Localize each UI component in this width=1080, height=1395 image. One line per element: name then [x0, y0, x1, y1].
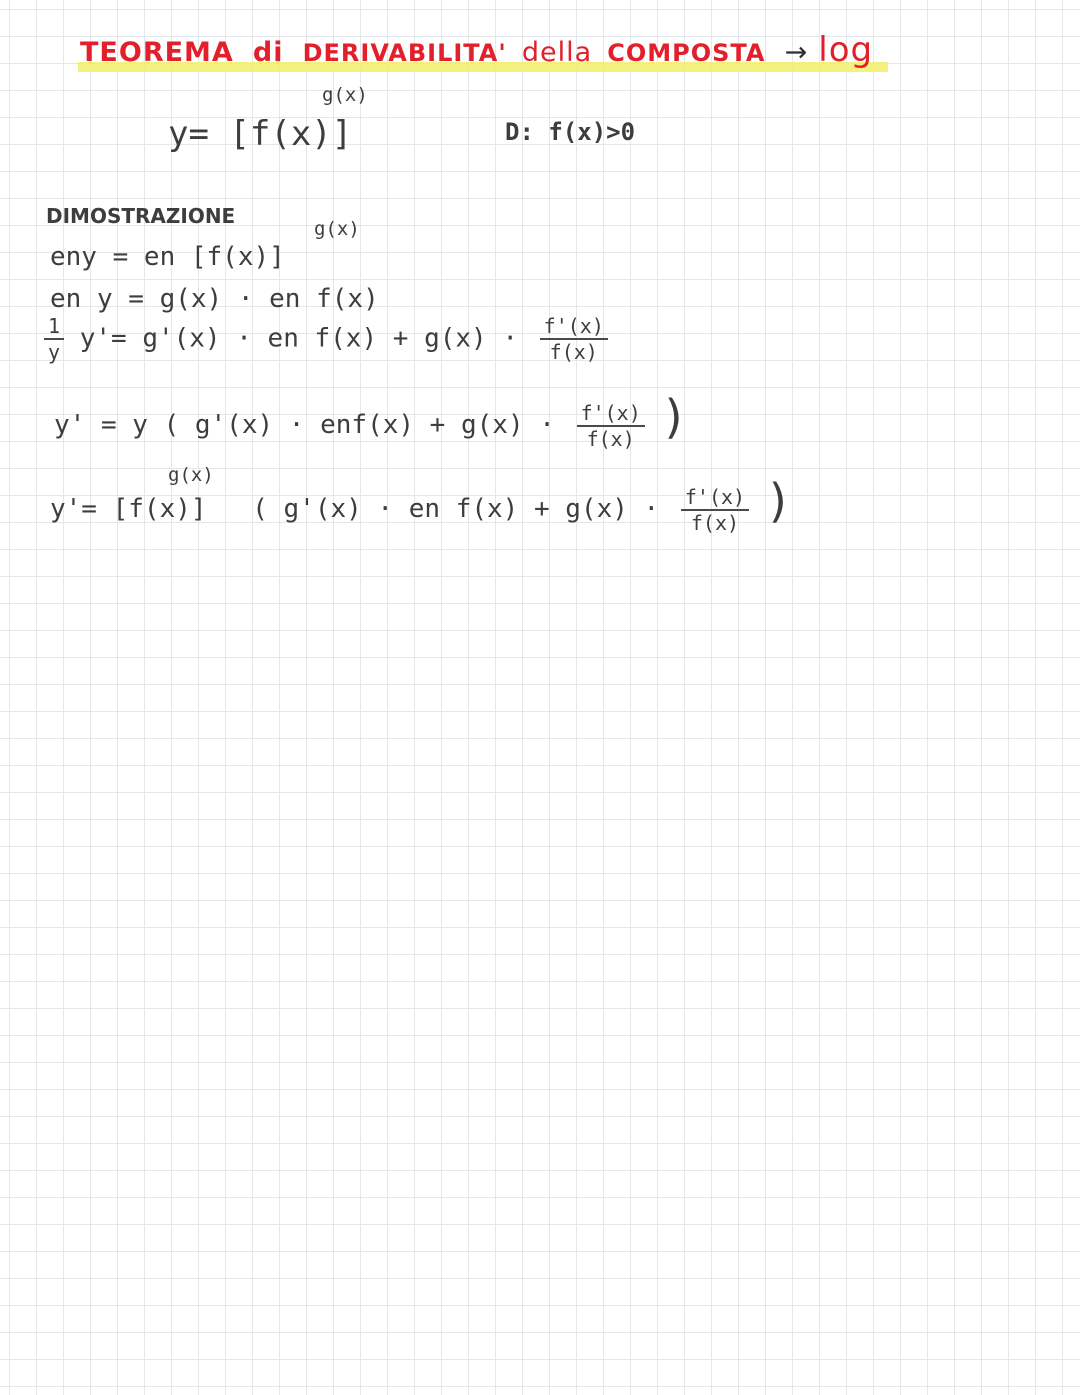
proof-line-4 — [54, 390, 688, 451]
title-teorema: TEOREMA — [80, 37, 234, 68]
line3-fraction — [540, 314, 608, 364]
line5-fraction — [681, 485, 749, 535]
line5-body: ( g'(x) · en f(x) + g(x) · — [252, 494, 660, 524]
line3-frac-num: f'(x) — [540, 314, 608, 340]
title-log: log — [818, 30, 874, 70]
definition-exponent: g(x) — [322, 84, 368, 106]
line3-frac-den: f(x) — [549, 340, 598, 364]
line3-lhs-den: y — [48, 340, 61, 364]
proof-line-3 — [44, 314, 608, 364]
line4-fraction — [577, 401, 645, 451]
title-derivabilita: DERIVABILITA' — [302, 39, 507, 67]
line5-main: y'= [f(x)] — [50, 494, 207, 524]
title-della: della — [521, 37, 593, 68]
arrow-right-icon: → — [784, 37, 808, 68]
line3-lhs-num: 1 — [44, 314, 64, 340]
line5-frac-den: f(x) — [690, 510, 740, 535]
proof-line-2: en y = g(x) · en f(x) — [50, 284, 379, 314]
proof-heading: DIMOSTRAZIONE — [46, 204, 236, 228]
line4-frac-den: f(x) — [586, 426, 635, 451]
proof-line-1: eny = en [f(x)] — [50, 242, 285, 272]
line5-frac-num: f'(x) — [681, 485, 749, 511]
line4-close: ) — [660, 390, 689, 444]
line4-frac-num: f'(x) — [577, 401, 645, 427]
line3-main: y'= g'(x) · en f(x) + g(x) · — [79, 323, 518, 354]
line3-lhs-fraction — [44, 314, 64, 364]
title-composta: COMPOSTA — [607, 39, 766, 67]
definition-domain: D: f(x)>0 — [505, 118, 636, 146]
line1-exponent: g(x) — [314, 218, 360, 240]
page-title — [80, 30, 873, 70]
title-di: di — [252, 37, 284, 68]
line5-close: ) — [764, 474, 793, 528]
line4-main: y' = y ( g'(x) · enf(x) + g(x) · — [54, 410, 555, 440]
line5-exponent: g(x) — [168, 464, 214, 486]
definition-formula: y= [f(x)] — [168, 114, 353, 154]
proof-line-5 — [50, 474, 792, 535]
